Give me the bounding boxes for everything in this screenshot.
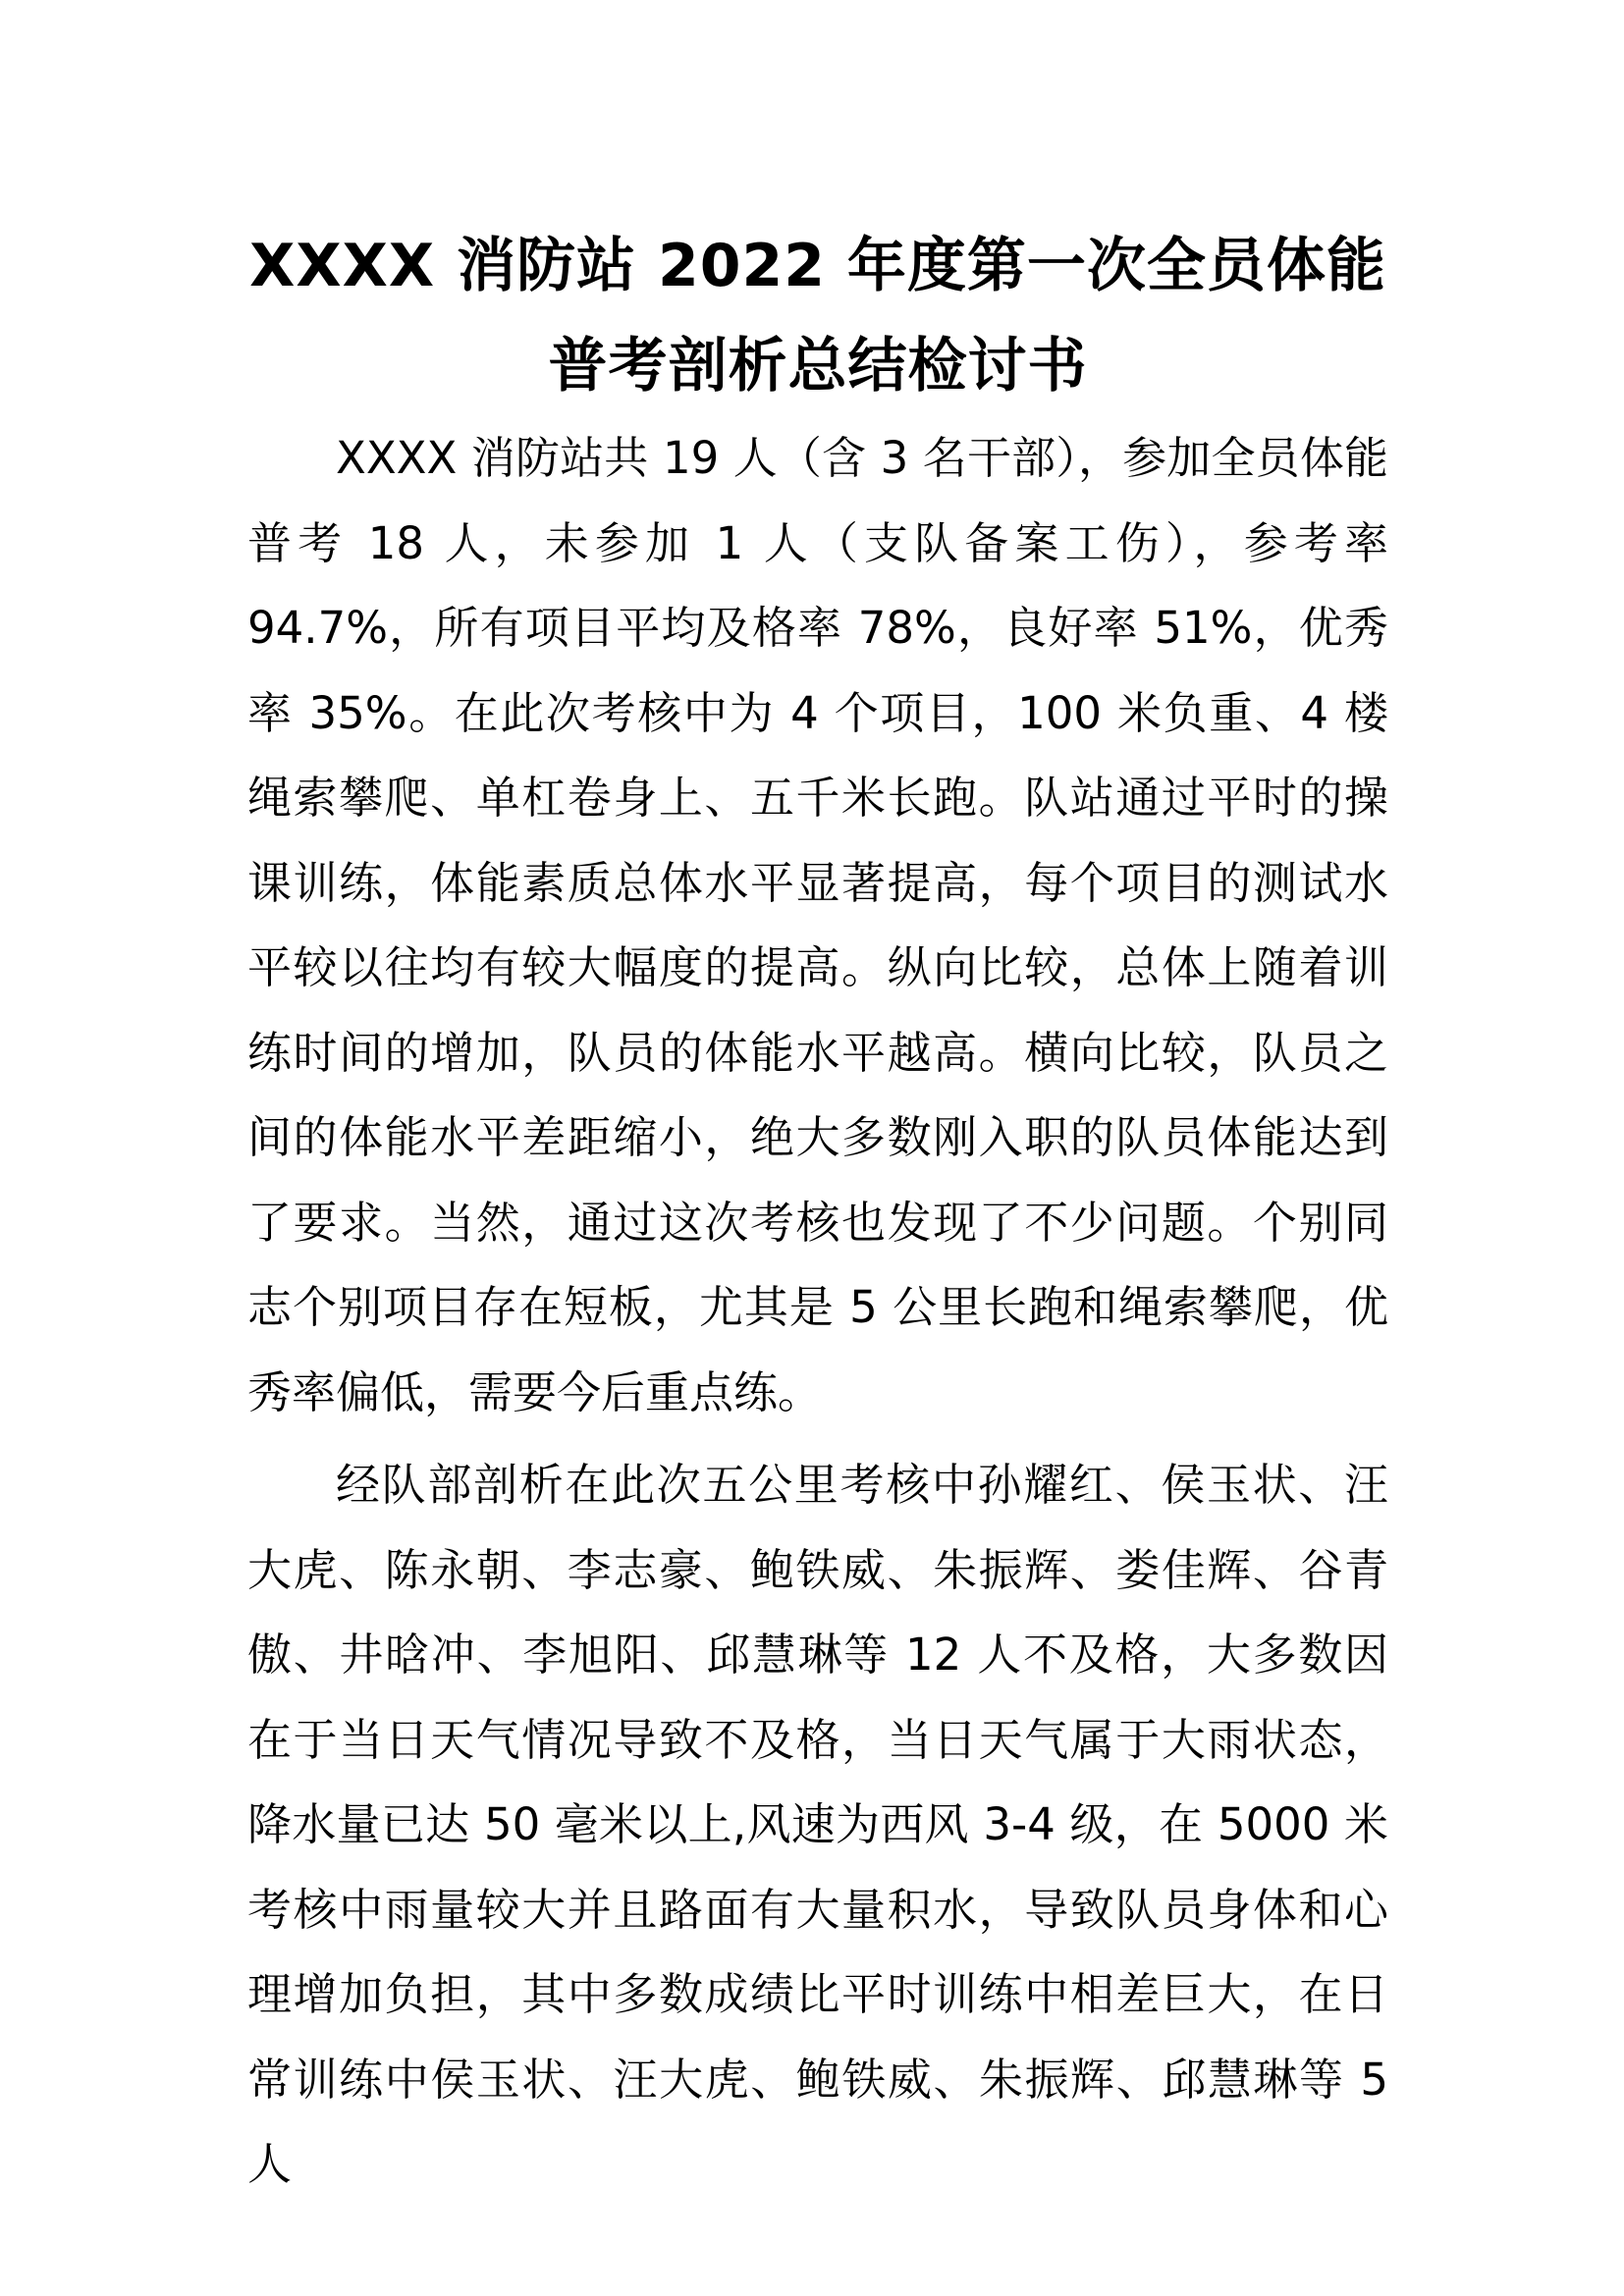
- body-paragraph-1: XXXX 消防站共 19 人（含 3 名干部），参加全员体能普考 18 人，未参加 1 人（支队备案工伤），参考率 94.7%，所有项目平均及格率 78%，良好率 51%，优秀率 35%。在此次考核中为 4 个项目，100 米负重、4 楼绳索攀爬、单杠卷身上、五千米长跑。队站通过平时的操课训练，体能素质总体水平显著提高，每个项目的测试水平较以往均有较大幅度的提高。纵向比较，总体上随着训练时间的增加，队员的体能水平越高。横向比较，队员之间的体能水平差距缩小，绝大多数刚入职的队员体能达到了要求。当然，通过这次考核也发现了不少问题。个别同志个别项目存在短板，尤其是 5 公里长跑和绳索攀爬，优秀率偏低，需要今后重点练。: [247, 432, 1388, 1418]
- body-paragraph-2: 经队部剖析在此次五公里考核中孙耀红、侯玉状、汪大虎、陈永朝、李志豪、鲍铁威、朱振辉、娄佳辉、谷青傲、井晗冲、李旭阳、邱慧琳等 12 人不及格，大多数因在于当日天气情况导致不及格，当日天气属于大雨状态，降水量已达 50 毫米以上,风速为西风 3-4 级，在 5000 米考核中雨量较大并且路面有大量积水，导致队员身体和心理增加负担，其中多数成绩比平时训练中相差巨大，在日常训练中侯玉状、汪大虎、鲍铁威、朱振辉、邱慧琳等 5 人: [247, 1459, 1388, 2190]
- document-title: XXXX 消防站 2022 年度第一次全员体能 普考剖析总结检讨书: [249, 232, 1386, 400]
- document-page: [247, 216, 1388, 2208]
